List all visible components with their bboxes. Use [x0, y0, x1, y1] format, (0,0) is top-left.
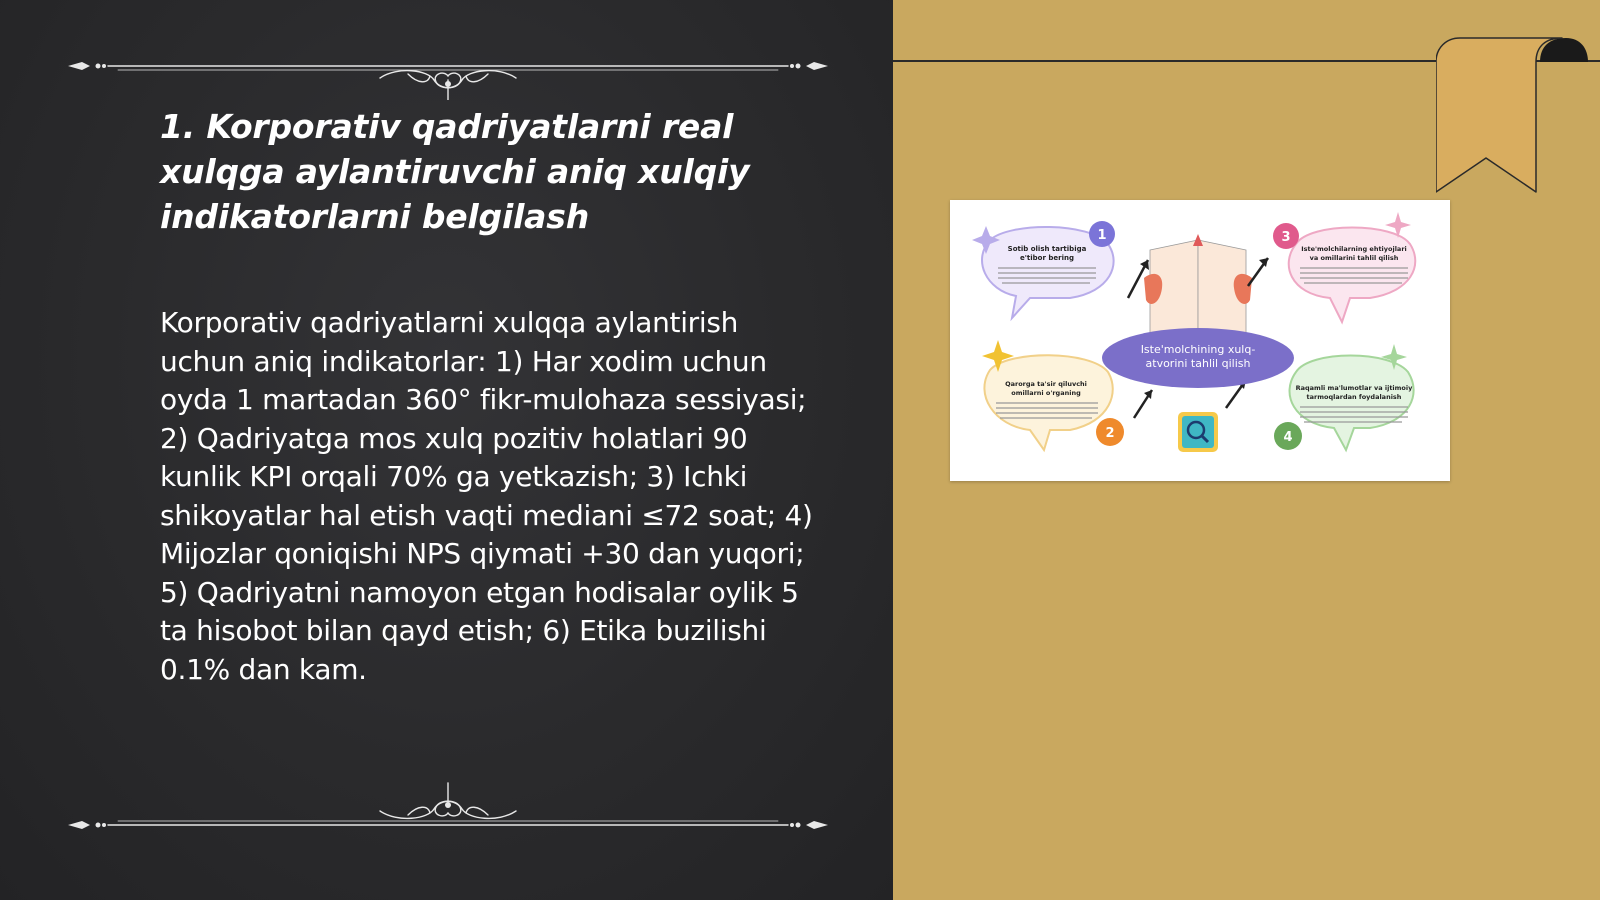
step-2-title-line1: Qarorga ta'sir qiluvchi — [1005, 380, 1087, 388]
step-4-title-line2: tarmoqlardan foydalanish — [1306, 393, 1402, 401]
slide-body-text: Korporativ qadriyatlarni xulqqa aylantirish uchun aniq indikatorlar: 1) Har xodim uchun oyda 1 martadan 360° fikr-mulohaza sessiyasi; 2) Qadriyatga mos xulq pozitiv holatlari 90 kunlik KPI orqali 70% ga yetkazish; 3) Ichki shikoyatlar hal etish vaqti mediani ≤72 soat; 4) Mijozlar qoniqishi NPS qiymati +30 dan yuqori; 5) Qadriyatni namoyon etgan hodisalar oylik 5 ta hisobot bilan qayd etish; 6) Etika buzilishi 0.1% dan kam. — [160, 306, 813, 686]
step-3-title-line2: va omillarini tahlil qilish — [1309, 254, 1399, 262]
step-3-title-line1: Iste'molchilarning ehtiyojlari — [1301, 245, 1407, 253]
step-3-number: 3 — [1281, 230, 1291, 245]
step-1-bubble — [972, 221, 1115, 318]
step-1-title-line2: e'tibor bering — [1020, 254, 1074, 262]
center-label-line2: atvorini tahlil qilish — [1145, 357, 1251, 370]
consumer-behavior-infographic — [950, 200, 1450, 481]
step-4-number: 4 — [1283, 430, 1293, 445]
step-4-title-line1: Raqamli ma'lumotlar va ijtimoiy — [1295, 384, 1413, 392]
center-topic — [1102, 328, 1294, 388]
step-2-number: 2 — [1105, 426, 1115, 441]
step-1-number: 1 — [1097, 228, 1107, 243]
bottom-ornament-divider — [68, 775, 828, 835]
center-label-line1: Iste'molchining xulq- — [1140, 343, 1256, 356]
bookmark-ribbon — [1436, 36, 1591, 198]
hands-illustration — [1128, 234, 1268, 418]
slide-title: 1. Korporativ qadriyatlarni real xulqga aylantiruvchi aniq xulqiy indikatorlarni belgilash — [160, 107, 750, 236]
magnifier-icon — [1178, 412, 1218, 452]
step-1-title-line1: Sotib olish tartibiga — [1007, 245, 1087, 253]
step-3-bubble — [1273, 212, 1415, 322]
step-4-bubble — [1274, 344, 1414, 450]
step-2-title-line2: omillarni o'rganing — [1011, 389, 1081, 397]
top-ornament-divider — [68, 40, 828, 100]
